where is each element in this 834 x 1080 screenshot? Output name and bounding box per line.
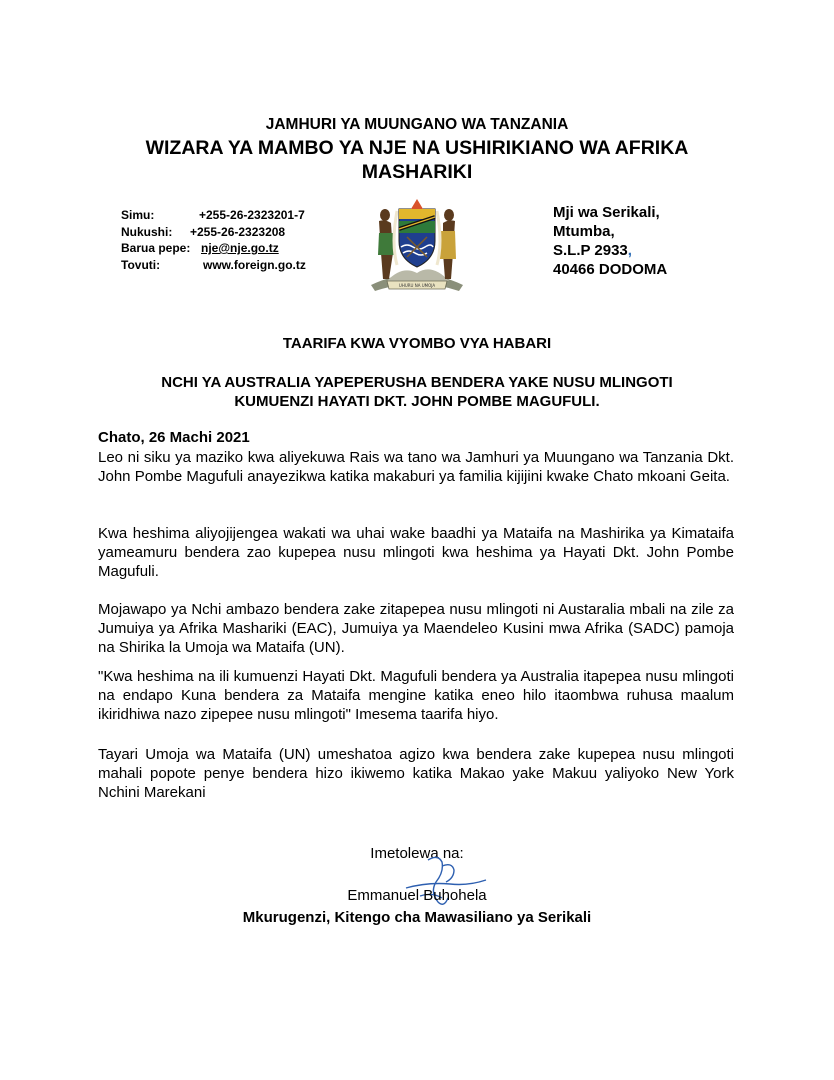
website-value[interactable]: www.foreign.go.tz: [203, 257, 306, 272]
dateline: Chato, 26 Machi 2021: [98, 429, 250, 446]
address-comma: ,: [627, 242, 632, 259]
ministry-heading-line2: MASHARIKI: [361, 161, 473, 183]
ministry-heading-line1: WIZARA YA MAMBO YA NJE NA USHIRIKIANO WA AFRIKA: [145, 137, 689, 159]
release-type: TAARIFA KWA VYOMBO VYA HABARI: [282, 335, 552, 352]
paragraph: Tayari Umoja wa Mataifa (UN) umeshatoa agizo kwa bendera zake kupepea nusu mlingoti mahali popote penye bendera hizo ikiwemo katika Makao yake Makuu yaliyoko New York Nchini Marekani: [98, 746, 734, 801]
phone-label: Simu:: [121, 208, 155, 222]
signatory-name: Emmanuel Buhohela: [347, 887, 487, 904]
email-row: [121, 240, 306, 257]
website-label: Tovuti:: [121, 257, 161, 272]
address-line4: 40466 DODOMA: [553, 261, 668, 278]
paragraph: Kwa heshima aliyojijengea wakati wa uhai wake baadhi ya Mataifa na Mashirika ya Kimataifa yameamuru bendera zao kupepea nusu mlingoti kwa heshima ya Hayati Dkt. John Pombe Magufuli.: [98, 525, 734, 580]
po-box: S.L.P 2933: [553, 242, 628, 259]
headline-line1: NCHI YA AUSTRALIA YAPEPERUSHA BENDERA YAKE NUSU MLINGOTI: [161, 374, 673, 391]
email-link[interactable]: nje@nje.go.tz: [201, 241, 279, 255]
svg-text:UHURU NA UMOJA: UHURU NA UMOJA: [398, 283, 436, 288]
headline-line2: KUMUENZI HAYATI DKT. JOHN POMBE MAGUFULI.: [234, 393, 600, 410]
issued-by-label: Imetolewa na:: [370, 845, 464, 862]
ministry-heading: [100, 136, 734, 184]
fax-value: +255-26-2323208: [190, 224, 286, 239]
address-line2: Mtumba,: [553, 223, 615, 240]
republic-heading: JAMHURI YA MUUNGANO WA TANZANIA: [265, 116, 569, 133]
paragraph: "Kwa heshima na ili kumuenzi Hayati Dkt. Magufuli bendera ya Australia itapepea nusu mlingoti na endapo Kuna bendera za Mataifa mengine katika eneo hilo itaombwa ruhusa maalum ikiridhiwa nazo zipepee nusu mlingoti" Imesema taarifa hiyo.: [98, 668, 734, 723]
email-label: Barua pepe:: [121, 241, 191, 255]
address-line3: [553, 241, 667, 260]
paragraph-3: [98, 600, 734, 657]
contact-block: [121, 207, 306, 273]
postal-address: [553, 203, 667, 279]
phone-value: +255-26-2323201-7: [199, 208, 305, 222]
paragraph: Mojawapo ya Nchi ambazo bendera zake zitapepea nusu mlingoti ni Austaralia mbali na zile za Jumuiya ya Afrika Mashariki (EAC), Jumuiya ya Maendeleo Kusini mwa Afrika (SADC) pamoja na Shirika la Umoja wa Mataifa (UN).: [98, 601, 734, 656]
address-line1: Mji wa Serikali,: [553, 204, 660, 221]
headline: [0, 373, 834, 411]
paragraph-4: [98, 667, 734, 724]
phone-row: [121, 207, 306, 224]
fax-label: Nukushi:: [121, 224, 173, 239]
paragraph: Leo ni siku ya maziko kwa aliyekuwa Rais wa tano wa Jamhuri ya Muungano wa Tanzania Dkt. John Pombe Magufuli anayezikwa katika makaburi ya familia kijijini kwake Chato mkoani Geita.: [98, 449, 734, 485]
website-row: [121, 257, 306, 274]
paragraph-1: [98, 448, 734, 486]
tanzania-coat-of-arms-icon: [357, 193, 477, 297]
signatory-title: Mkurugenzi, Kitengo cha Mawasiliano ya Serikali: [242, 909, 592, 926]
fax-row: [121, 224, 306, 241]
paragraph-2: [98, 524, 734, 581]
paragraph-5: [98, 745, 734, 802]
